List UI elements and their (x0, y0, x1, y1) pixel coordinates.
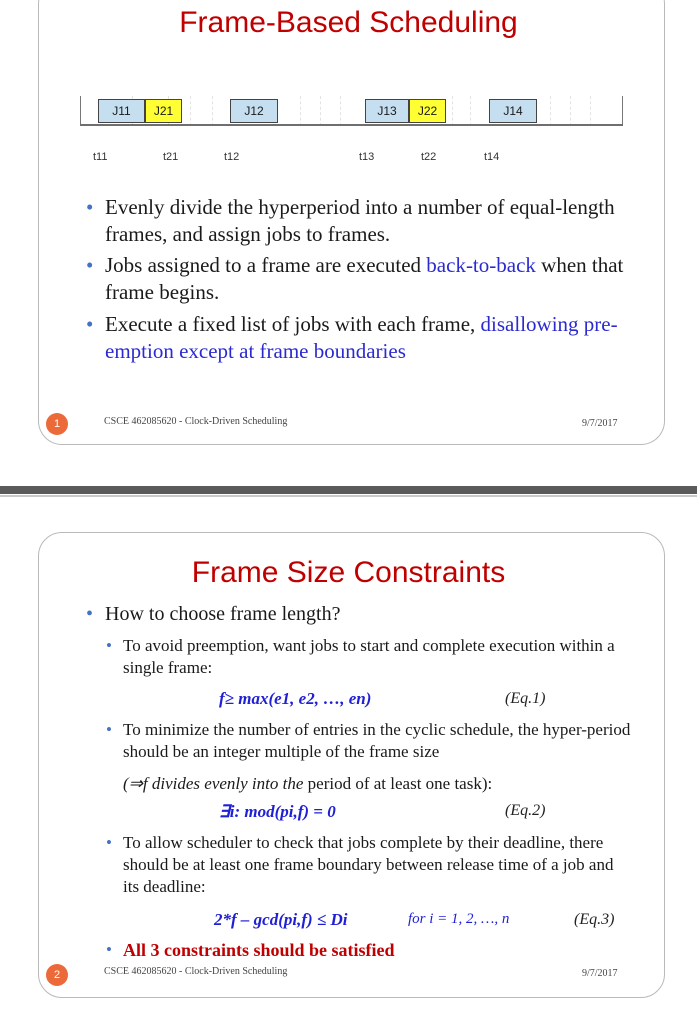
constraint-2-note-b: period of at least one task): (303, 774, 493, 793)
bullet-highlight: disallowing pre-emption except at frame boundaries (105, 312, 618, 363)
footer-course: CSCE 462085620 - Clock-Driven Scheduling (104, 416, 288, 427)
timeline-gridline (470, 96, 471, 126)
all-constraints-text: All 3 constraints should be satisfied (123, 940, 395, 960)
time-label-t22: t22 (421, 151, 437, 163)
job-j11: J11 (98, 99, 145, 123)
timeline-gridline (300, 96, 301, 126)
bullet-text (105, 252, 645, 306)
equation-3: 2*f – gcd(pi,f) ≤ Di (214, 910, 348, 929)
time-label-t11: t11 (93, 151, 108, 163)
bullet-text: How to choose frame length? (105, 603, 341, 625)
bullet-text: Evenly divide the hyperperiod into a number of equal-length frames, and assign jobs to frames. (105, 195, 615, 246)
footer-date: 9/7/2017 (582, 418, 618, 429)
timeline-tick (80, 96, 81, 126)
timeline-gridline (190, 96, 191, 126)
equation-3-range: for i = 1, 2, …, n (408, 911, 510, 927)
constraint-1 (106, 635, 636, 681)
job-j21: J21 (145, 99, 182, 123)
equation-1: f≥ max(e1, e2, …, en) (219, 689, 372, 708)
equation-3-number: (Eq.3) (574, 911, 615, 928)
time-label-t21: t21 (163, 151, 179, 163)
slide-divider-shadow (0, 495, 697, 497)
job-j13: J13 (365, 99, 409, 123)
timeline-gridline (550, 96, 551, 126)
slide-1-title: Frame-Based Scheduling (179, 6, 518, 39)
bullet-text-a: Jobs assigned to a frame are executed (105, 253, 427, 277)
time-label-t13: t13 (359, 151, 375, 163)
bullet-text (105, 311, 645, 365)
timeline-gridline (320, 96, 321, 126)
equation-2: ∃i: mod(pi,f) = 0 (219, 802, 336, 821)
constraint-2 (106, 719, 636, 765)
bullet-dot: • (106, 833, 112, 852)
bullet-dot: • (106, 940, 112, 959)
bullet-dot: • (86, 603, 94, 625)
slide-divider (0, 486, 697, 494)
timeline-gridline (340, 96, 341, 126)
bullet-dot: • (106, 720, 112, 739)
timeline-gridline (452, 96, 453, 126)
timeline-gridline (212, 96, 213, 126)
bullet-3 (86, 311, 646, 365)
time-label-t14: t14 (484, 151, 500, 163)
constraint-1-text: To avoid preemption, want jobs to start and complete execution within a single frame: (123, 636, 615, 677)
timeline-axis (80, 124, 623, 126)
constraint-2-note-a: (⇒f divides evenly into the (123, 774, 304, 793)
job-j12: J12 (230, 99, 278, 123)
job-j22: J22 (409, 99, 446, 123)
bullet-1 (86, 194, 646, 248)
all-constraints (106, 939, 636, 961)
constraint-3 (106, 832, 636, 900)
constraint-2-text: To minimize the number of entries in the cyclic schedule, the hyper-period should be an integer multiple of the frame size (123, 720, 631, 761)
footer-course: CSCE 462085620 - Clock-Driven Scheduling (104, 966, 288, 977)
time-label-t12: t12 (224, 151, 240, 163)
equation-1-number: (Eq.1) (505, 690, 546, 707)
job-j14: J14 (489, 99, 537, 123)
timeline-tick (622, 96, 623, 126)
slide-2-title: Frame Size Constraints (191, 556, 506, 589)
bullet-dot: • (86, 195, 94, 219)
bullet-dot: • (86, 253, 94, 277)
footer-date: 9/7/2017 (582, 968, 618, 979)
bullet-text-a: Execute a fixed list of jobs with each frame, (105, 312, 481, 336)
timeline-gridline (590, 96, 591, 126)
bullet-2 (86, 252, 646, 306)
page-number-badge: 2 (46, 964, 68, 986)
bullet-dot: • (106, 636, 112, 655)
page-number-badge: 1 (46, 413, 68, 435)
constraint-2-note (123, 774, 492, 794)
bullet-highlight: back-to-back (426, 253, 536, 277)
bullet-dot: • (86, 312, 94, 336)
bullet-text-b: when that frame begins. (105, 253, 624, 304)
timeline-gridline (570, 96, 571, 126)
equation-2-number: (Eq.2) (505, 802, 546, 819)
constraint-3-text: To allow scheduler to check that jobs complete by their deadline, there should be at least one frame boundary between release time of a job and its deadline: (123, 833, 614, 896)
